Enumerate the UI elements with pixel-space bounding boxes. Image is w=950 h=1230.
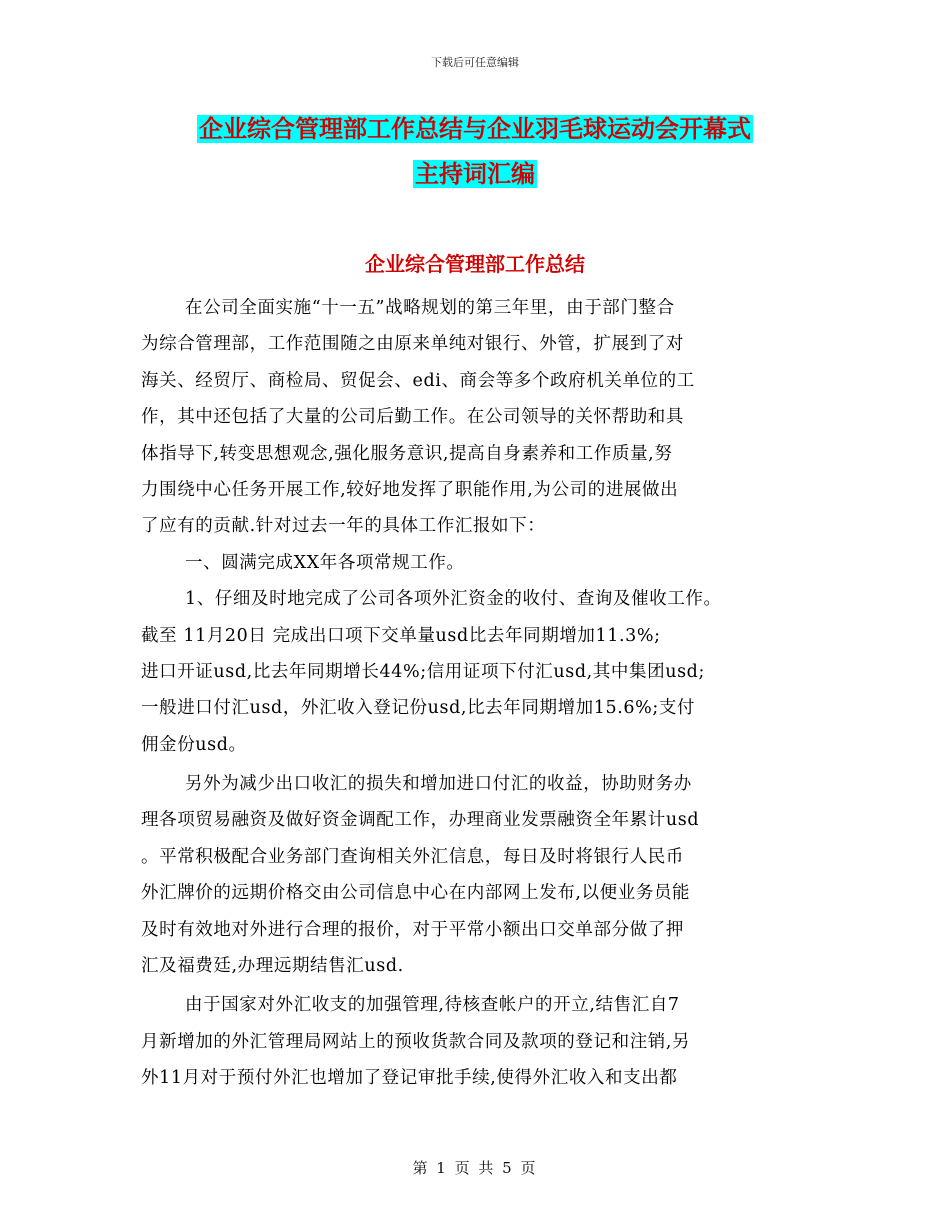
body-line: 月新增加的外汇管理局网站上的预收货款合同及款项的登记和注销,另 bbox=[141, 1031, 691, 1052]
body-line: 及时有效地对外进行合理的报价，对于平常小额出口交单部分做了押 bbox=[141, 919, 684, 940]
body-line: 1、仔细及时地完成了公司各项外汇资金的收付、查询及催收工作。 bbox=[185, 589, 722, 610]
body-line: 汇及福费廷,办理远期结售汇usd. bbox=[141, 956, 404, 977]
document-title-line-2 bbox=[0, 157, 950, 191]
body-line: 一般进口付汇usd，外汇收入登记份usd,比去年同期增加15.6%;支付 bbox=[141, 698, 696, 719]
body-line: 外11月对于预付外汇也增加了登记审批手续,使得外汇收入和支出都 bbox=[141, 1068, 678, 1089]
body-line: 体指导下,转变思想观念,强化服务意识,提高自身素养和工作质量,努 bbox=[141, 443, 673, 464]
page-number-footer: 第 1 页 共 5 页 bbox=[412, 1159, 538, 1177]
section-heading: 企业综合管理部工作总结 bbox=[365, 252, 585, 276]
document-title-text-2: 主持词汇编 bbox=[415, 160, 535, 188]
body-line: 进口开证usd,比去年同期增长44%;信用证项下付汇usd,其中集团usd; bbox=[141, 661, 705, 682]
body-line: 佣金份usd。 bbox=[141, 734, 247, 755]
body-line: 。平常积极配合业务部门查询相关外汇信息，每日及时将银行人民币 bbox=[141, 846, 684, 867]
body-line: 作，其中还包括了大量的公司后勤工作。在公司领导的关怀帮助和具 bbox=[141, 407, 684, 428]
body-line: 了应有的贡献.针对过去一年的具体工作汇报如下： bbox=[141, 516, 546, 537]
body-line: 由于国家对外汇收支的加强管理,待核查帐户的开立,结售汇自7 bbox=[185, 995, 680, 1016]
body-line: 另外为减少出口收汇的损失和增加进口付汇的收益，协助财务办 bbox=[185, 774, 692, 795]
body-line: 一、圆满完成XX年各项常规工作。 bbox=[185, 552, 465, 573]
document-title-text-1: 企业综合管理部工作总结与企业羽毛球运动会开幕式 bbox=[199, 115, 751, 143]
body-line: 力围绕中心任务开展工作,较好地发挥了职能作用,为公司的进展做出 bbox=[141, 479, 679, 500]
document-body bbox=[141, 290, 811, 1097]
body-line: 海关、经贸厅、商检局、贸促会、edi、商会等多个政府机关单位的工 bbox=[141, 370, 695, 391]
page-header-note: 下载后可任意编辑 bbox=[431, 56, 519, 69]
body-line: 理各项贸易融资及做好资金调配工作，办理商业发票融资全年累计usd bbox=[141, 810, 700, 831]
body-line: 外汇牌价的远期价格交由公司信息中心在内部网上发布,以便业务员能 bbox=[141, 883, 691, 904]
document-title-line-1 bbox=[0, 112, 950, 146]
body-line: 在公司全面实施“十一五”战略规划的第三年里，由于部门整合 bbox=[185, 298, 675, 318]
body-line: 为综合管理部，工作范围随之由原来单纯对银行、外管，扩展到了对 bbox=[141, 334, 684, 355]
body-line: 截至 11月20日 完成出口项下交单量usd比去年同期增加11.3%; bbox=[141, 625, 661, 646]
